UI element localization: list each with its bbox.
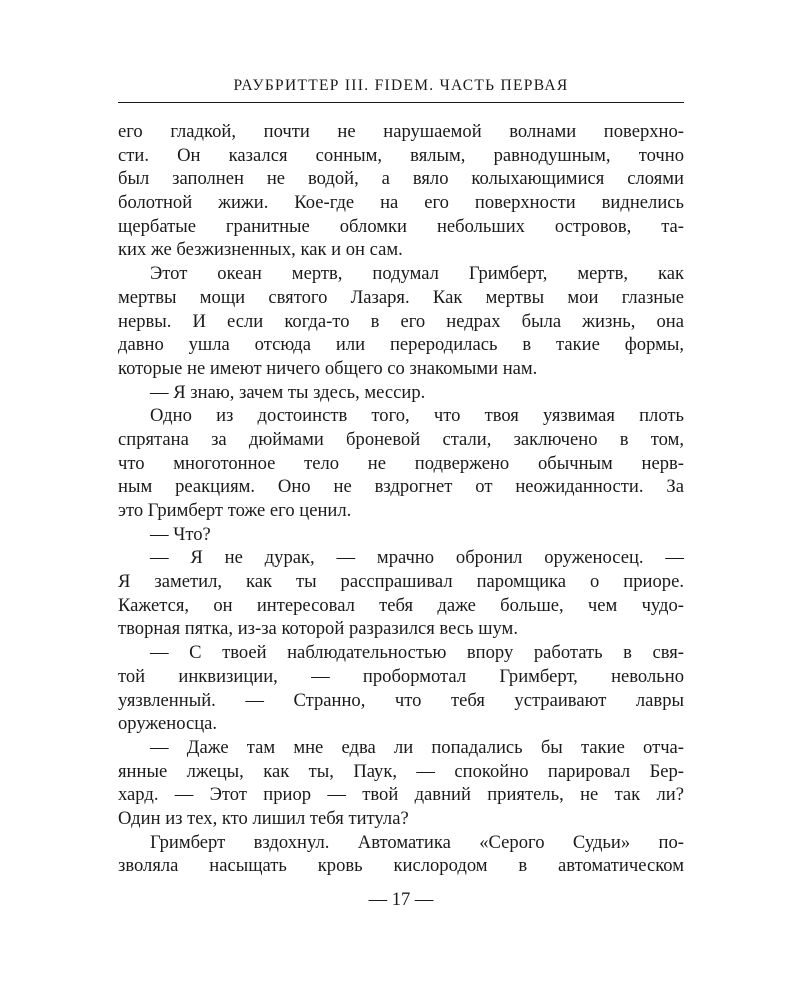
text-line: Этот океан мертв, подумал Гримберт, мертв, как [150, 263, 684, 285]
text-line: — Даже там мне едва ли попадались бы такие отча- [150, 736, 684, 758]
header-rule [118, 102, 684, 103]
running-head: РАУБРИТТЕР III. FIDEM. ЧАСТЬ ПЕРВАЯ [233, 77, 569, 94]
text-line: творная пятка, из-за которой разразился весь шум. [118, 618, 518, 640]
text-line: Я заметил, как ты расспрашивал паромщика о приоре. [118, 571, 684, 593]
book-page [118, 0, 684, 1000]
text-line: что многотонное тело не подвержено обычным нерв- [118, 452, 684, 474]
text-line: уязвленный. — Странно, что тебя устраивают лавры [118, 689, 684, 711]
text-line: его гладкой, почти не нарушаемой волнами поверхно- [118, 121, 684, 142]
text-line: — Что? [150, 523, 211, 545]
text-line: это Гримберт тоже его ценил. [118, 500, 352, 521]
text-line: щербатые гранитные обломки небольших островов, та- [118, 215, 684, 237]
text-line: ких же безжизненных, как и он сам. [118, 239, 403, 261]
body-text [118, 120, 684, 878]
text-line: спрятана за дюймами броневой стали, заключено в том, [118, 428, 684, 450]
text-line: той инквизиции, — пробормотал Гримберт, невольно [118, 665, 684, 687]
text-line: Кажется, он интересовал тебя даже больше, чем чудо- [118, 594, 684, 616]
text-line: которые не имеют ничего общего со знакомыми нам. [118, 357, 538, 379]
text-line: Одно из достоинств того, что твоя уязвимая плоть [150, 405, 684, 427]
text-line: хард. — Этот приор — твой давний приятель, не так ли? [118, 784, 684, 806]
text-line: янные лжецы, как ты, Паук, — спокойно парировал Бер- [118, 760, 684, 782]
text-line: сти. Он казался сонным, вялым, равнодушным, точно [118, 144, 684, 166]
text-line: ным реакциям. Оно не вздрогнет от неожиданности. За [118, 476, 684, 498]
text-line: зволяла насыщать кровь кислородом в автоматическом [118, 855, 684, 877]
text-line: нервы. И если когда-то в его недрах была жизнь, она [118, 310, 684, 332]
text-line: оруженосца. [118, 713, 218, 735]
page-number: — 17 — [368, 890, 434, 910]
text-line: — Я знаю, зачем ты здесь, мессир. [150, 381, 426, 403]
text-line: Гримберт вздохнул. Автоматика «Серого Судьи» по- [150, 831, 684, 853]
text-line: мертвы мощи святого Лазаря. Как мертвы мои глазные [118, 286, 684, 308]
text-line: — Я не дурак, — мрачно обронил оруженосец. — [150, 547, 684, 569]
text-line: давно ушла отсюда или переродилась в такие формы, [118, 334, 684, 356]
text-line: Один из тех, кто лишил тебя титула? [118, 807, 409, 829]
text-line: был заполнен не водой, а вяло колыхающимися слоями [118, 168, 684, 190]
text-line: — С твоей наблюдательностью впору работать в свя- [150, 642, 684, 664]
text-line: болотной жижи. Кое-где на его поверхности виднелись [118, 192, 684, 214]
